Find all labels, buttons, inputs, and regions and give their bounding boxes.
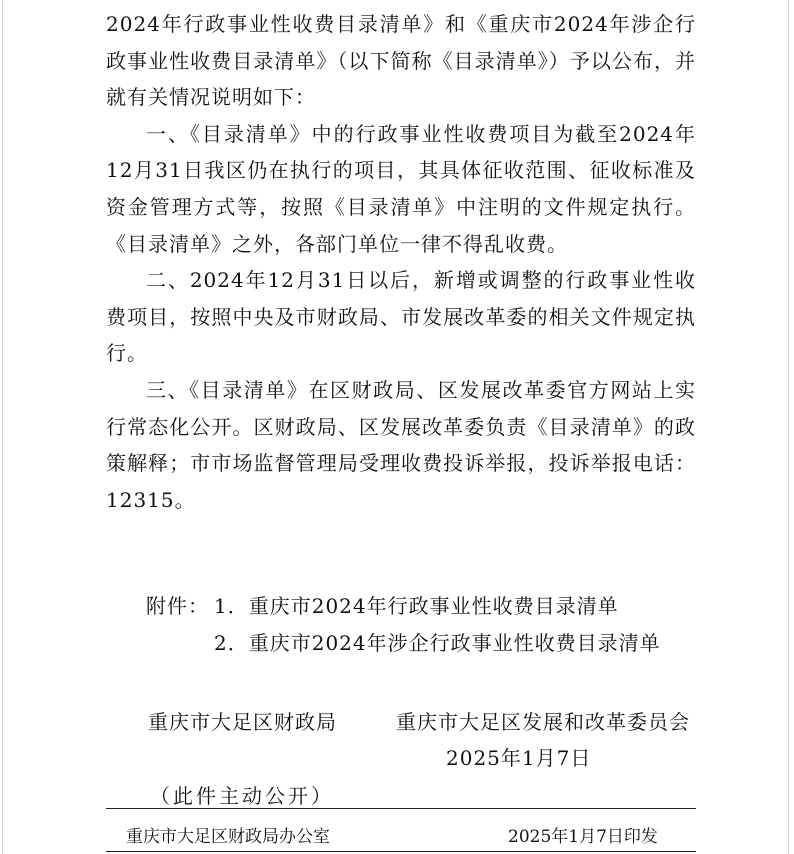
page-left-edge	[2, 0, 3, 854]
paragraph-item-3: 三、《目录清单》在区财政局、区发展改革委官方网站上实行常态化公开。区财政局、区发展改革委负责《目录清单》的政策解释；市市场监督管理局受理收费投诉举报，投诉举报电话：12315。	[106, 377, 696, 512]
issuer-finance-bureau: 重庆市大足区财政局	[148, 710, 337, 734]
footer-office: 重庆市大足区财政局办公室	[126, 827, 330, 847]
footer-print-date: 2025年1月7日印发	[508, 827, 658, 847]
public-disclosure-note: （此件主动公开）	[150, 784, 334, 808]
attachments-label: 附件：	[146, 594, 209, 618]
attachment-item-2: 2．重庆市2024年涉企行政事业性收费目录清单	[214, 631, 661, 655]
paragraph-intro: 2024年行政事业性收费目录清单》和《重庆市2024年涉企行政事业性收费目录清单》（以下简称《目录清单》）予以公布，并就有关情况说明如下：	[106, 12, 696, 110]
paragraph-item-1: 一、《目录清单》中的行政事业性收费项目为截至2024年12月31日我区仍在执行的项目，其具体征收范围、征收标准及资金管理方式等，按照《目录清单》中注明的文件规定执行。《目录清单》之外，各部门单位一律不得乱收费。	[106, 121, 696, 256]
issuer-development-commission: 重庆市大足区发展和改革委员会	[396, 710, 690, 734]
paragraph-item-2: 二、2024年12月31日以后，新增或调整的行政事业性收费项目，按照中央及市财政局、市发展改革委的相关文件规定执行。	[106, 268, 696, 366]
footer-bottom-rule	[106, 851, 696, 852]
attachment-item-1: 1．重庆市2024年行政事业性收费目录清单	[214, 594, 619, 618]
page-right-edge	[788, 0, 789, 854]
signature-date: 2025年1月7日	[446, 746, 592, 770]
footer-top-rule	[106, 808, 696, 809]
document-body	[106, 6, 696, 518]
